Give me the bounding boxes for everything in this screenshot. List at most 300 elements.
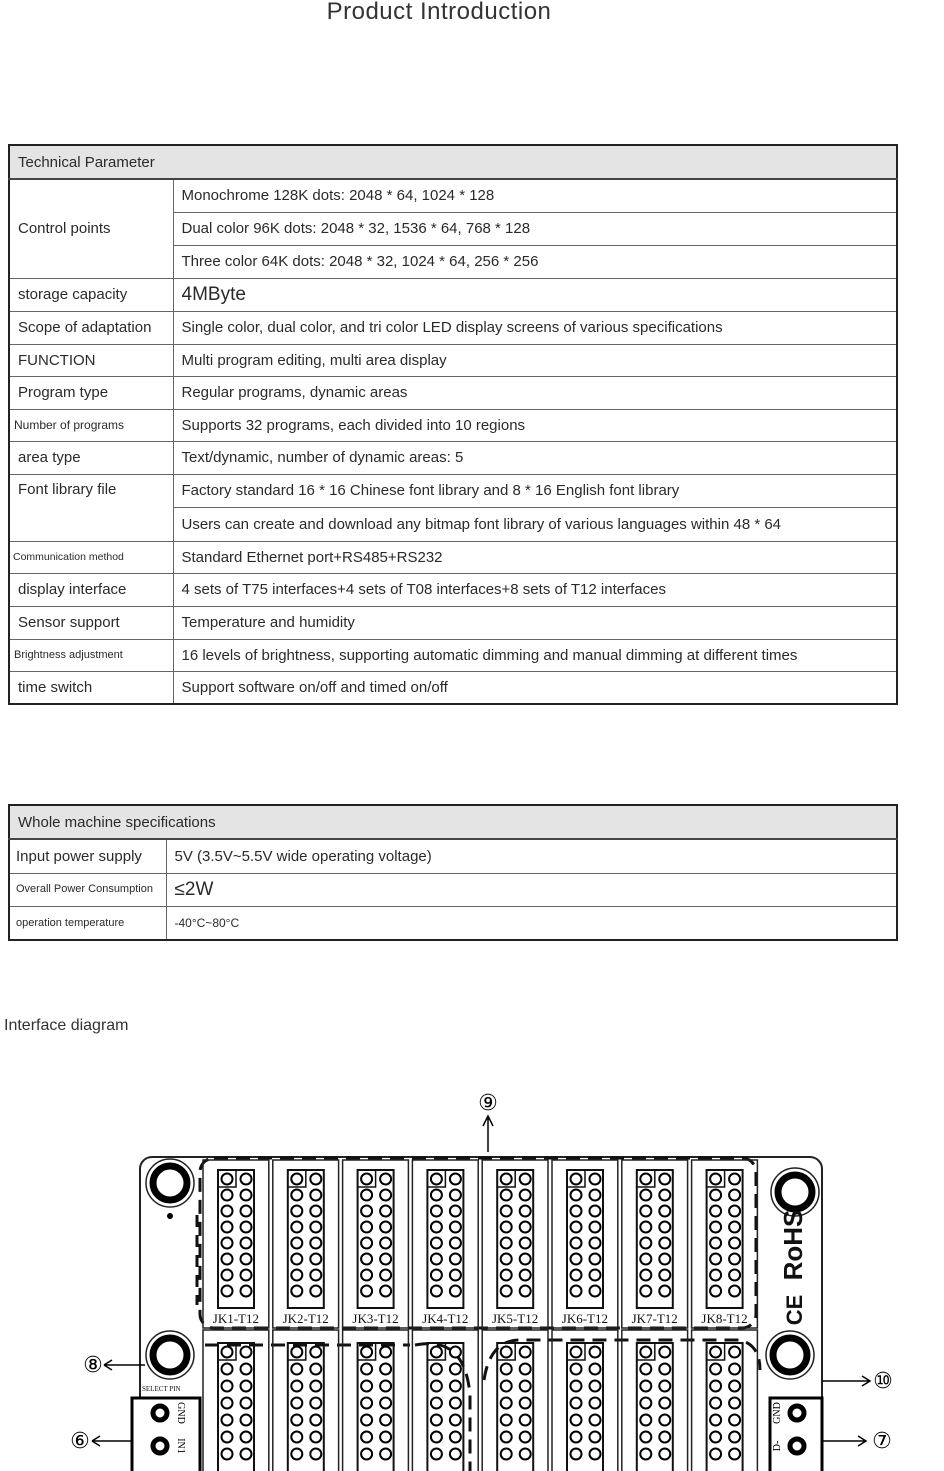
row-label: Program type (9, 376, 173, 409)
pin (431, 1206, 442, 1217)
pin (710, 1238, 721, 1249)
terminal-label: GND (175, 1402, 186, 1424)
pin (520, 1270, 531, 1281)
pin (501, 1222, 512, 1233)
pin (571, 1222, 582, 1233)
pin (291, 1222, 302, 1233)
pin (520, 1398, 531, 1409)
pin (659, 1381, 670, 1392)
pin (659, 1432, 670, 1443)
callout-number: ⑧ (83, 1353, 103, 1378)
terminal-label: GND (772, 1402, 783, 1424)
pin (710, 1381, 721, 1392)
pin (590, 1381, 601, 1392)
pin (659, 1270, 670, 1281)
pin (431, 1286, 442, 1297)
pin (571, 1254, 582, 1265)
pin (710, 1206, 721, 1217)
connector-label: JK4-T12 (422, 1311, 469, 1326)
pin (729, 1270, 740, 1281)
pin (520, 1206, 531, 1217)
pin (380, 1174, 391, 1185)
pin (241, 1432, 252, 1443)
pin (431, 1222, 442, 1233)
pin (291, 1206, 302, 1217)
pin (450, 1174, 461, 1185)
row-value: 4MByte (173, 278, 897, 311)
pin (241, 1206, 252, 1217)
pin (590, 1174, 601, 1185)
row-value: Three color 64K dots: 2048 * 32, 1024 * 64, 256 * 256 (173, 245, 897, 278)
row-value: Users can create and download any bitmap font library of various languages within 48 * 64 (173, 507, 897, 541)
row-value: ≤2W (166, 873, 897, 906)
connector-label: JK1-T12 (212, 1311, 260, 1326)
pin (291, 1381, 302, 1392)
pin (291, 1415, 302, 1426)
pin (640, 1398, 651, 1409)
pin (501, 1347, 512, 1358)
pin (520, 1432, 531, 1443)
pin (291, 1347, 302, 1358)
pin (361, 1449, 372, 1460)
pin (729, 1347, 740, 1358)
terminal-label: IN1 (175, 1438, 186, 1454)
pin (501, 1398, 512, 1409)
pin (571, 1238, 582, 1249)
pin (291, 1190, 302, 1201)
pin (501, 1381, 512, 1392)
pin (431, 1432, 442, 1443)
mounting-hole (773, 1338, 807, 1372)
pin (450, 1415, 461, 1426)
interface-diagram (0, 1085, 944, 1471)
row-label: Brightness adjustment (9, 639, 173, 671)
pin (520, 1381, 531, 1392)
pin (520, 1174, 531, 1185)
ce-mark: CE (782, 1294, 807, 1326)
pin (222, 1449, 233, 1460)
pin (659, 1174, 670, 1185)
pin (431, 1238, 442, 1249)
pin (520, 1347, 531, 1358)
pin (310, 1254, 321, 1265)
pin (659, 1206, 670, 1217)
row-label: area type (9, 441, 173, 474)
connector-label: JK7-T12 (631, 1311, 678, 1326)
pin (291, 1286, 302, 1297)
pin (241, 1286, 252, 1297)
pin (590, 1347, 601, 1358)
pin (361, 1174, 372, 1185)
pin (222, 1238, 233, 1249)
pin (640, 1381, 651, 1392)
pin (380, 1449, 391, 1460)
pin (361, 1432, 372, 1443)
pin (380, 1286, 391, 1297)
row-label: FUNCTION (9, 344, 173, 376)
pin (710, 1432, 721, 1443)
pin (241, 1222, 252, 1233)
pin (501, 1206, 512, 1217)
pin (380, 1270, 391, 1281)
pin (520, 1364, 531, 1375)
pin (222, 1190, 233, 1201)
pin (571, 1286, 582, 1297)
select-pin-label: SELECT PIN (142, 1385, 181, 1393)
pin (380, 1398, 391, 1409)
pin (450, 1398, 461, 1409)
pin (729, 1206, 740, 1217)
pin (380, 1190, 391, 1201)
pin (729, 1432, 740, 1443)
pin (729, 1381, 740, 1392)
pin (222, 1415, 233, 1426)
pin (222, 1364, 233, 1375)
pin (361, 1381, 372, 1392)
pin (640, 1286, 651, 1297)
row-value: Dual color 96K dots: 2048 * 32, 1536 * 64, 768 * 128 (173, 212, 897, 245)
pin (571, 1398, 582, 1409)
dot (167, 1213, 173, 1219)
pin (310, 1270, 321, 1281)
callout-line (822, 1436, 866, 1446)
pin (659, 1286, 670, 1297)
pin (241, 1415, 252, 1426)
pin (291, 1364, 302, 1375)
pin (501, 1286, 512, 1297)
page-title: Product Introduction (326, 0, 552, 25)
pin (640, 1238, 651, 1249)
pin (520, 1415, 531, 1426)
pin (640, 1270, 651, 1281)
connector-label: JK5-T12 (491, 1311, 539, 1326)
pin (640, 1222, 651, 1233)
pin (710, 1254, 721, 1265)
pin (710, 1415, 721, 1426)
pin (361, 1364, 372, 1375)
pin (590, 1190, 601, 1201)
pin (571, 1190, 582, 1201)
pin (571, 1347, 582, 1358)
pin (450, 1254, 461, 1265)
pin (450, 1270, 461, 1281)
pin (590, 1449, 601, 1460)
pin (640, 1432, 651, 1443)
callout-line (822, 1376, 870, 1386)
pin (590, 1432, 601, 1443)
pin (310, 1190, 321, 1201)
callout-line (92, 1430, 132, 1450)
pin (241, 1449, 252, 1460)
terminal-label: D- (772, 1440, 783, 1452)
row-value: Temperature and humidity (173, 606, 897, 639)
pin (310, 1381, 321, 1392)
section-title-interface-diagram: Interface diagram (4, 1017, 129, 1034)
pin (450, 1206, 461, 1217)
row-value: 16 levels of brightness, supporting automatic dimming and manual dimming at different times (173, 639, 897, 671)
pin (571, 1415, 582, 1426)
table-header: Technical Parameter (9, 145, 897, 179)
pin (590, 1398, 601, 1409)
row-value: Supports 32 programs, each divided into 10 regions (173, 409, 897, 441)
pin (431, 1270, 442, 1281)
pin (659, 1222, 670, 1233)
pin (310, 1238, 321, 1249)
pin (241, 1254, 252, 1265)
pin (710, 1222, 721, 1233)
pin (222, 1432, 233, 1443)
pin (380, 1381, 391, 1392)
pin (310, 1415, 321, 1426)
connector-label: JK6-T12 (561, 1311, 609, 1326)
pin (729, 1449, 740, 1460)
pin (450, 1347, 461, 1358)
pin (659, 1449, 670, 1460)
pin (431, 1449, 442, 1460)
row-label: Scope of adaptation (9, 311, 173, 344)
pin (501, 1415, 512, 1426)
pin (310, 1222, 321, 1233)
pin (222, 1222, 233, 1233)
pin (659, 1190, 670, 1201)
pin (310, 1432, 321, 1443)
pin (501, 1364, 512, 1375)
pin (380, 1432, 391, 1443)
pin (222, 1254, 233, 1265)
technical-parameter-table (8, 144, 898, 705)
pin (291, 1449, 302, 1460)
row-value: -40°C~80°C (166, 906, 897, 940)
pin (640, 1206, 651, 1217)
pin (590, 1222, 601, 1233)
pin (222, 1347, 233, 1358)
row-value: Factory standard 16 * 16 Chinese font library and 8 * 16 English font library (173, 474, 897, 507)
callout-number: ⑩ (873, 1369, 893, 1394)
mounting-hole (153, 1338, 187, 1372)
terminal-screw (153, 1439, 167, 1453)
pin (241, 1347, 252, 1358)
pin (520, 1238, 531, 1249)
row-value: Regular programs, dynamic areas (173, 376, 897, 409)
pin (590, 1270, 601, 1281)
pin (241, 1381, 252, 1392)
pin (450, 1364, 461, 1375)
pin (710, 1174, 721, 1185)
pin (431, 1364, 442, 1375)
pin (659, 1254, 670, 1265)
pin (729, 1364, 740, 1375)
pin (361, 1415, 372, 1426)
pin (380, 1415, 391, 1426)
pin (659, 1364, 670, 1375)
pin (571, 1449, 582, 1460)
pin (590, 1364, 601, 1375)
pin (431, 1381, 442, 1392)
pin (222, 1398, 233, 1409)
connector-label: JK2-T12 (282, 1311, 329, 1326)
row-label: Font library file (9, 474, 173, 541)
row-value: Support software on/off and timed on/off (173, 671, 897, 704)
pin (640, 1254, 651, 1265)
pin (729, 1398, 740, 1409)
row-label: storage capacity (9, 278, 173, 311)
pin (659, 1415, 670, 1426)
pin (501, 1270, 512, 1281)
pin (590, 1254, 601, 1265)
pin (501, 1254, 512, 1265)
pin (450, 1381, 461, 1392)
connector-label: JK3-T12 (352, 1311, 399, 1326)
pin (310, 1398, 321, 1409)
pin (659, 1238, 670, 1249)
pin (571, 1270, 582, 1281)
pin (361, 1398, 372, 1409)
pin (431, 1174, 442, 1185)
pin (729, 1222, 740, 1233)
pin (729, 1174, 740, 1185)
connector-label: JK8-T12 (701, 1311, 748, 1326)
pin (590, 1286, 601, 1297)
pin (361, 1206, 372, 1217)
row-label: Overall Power Consumption (9, 873, 166, 906)
pin (640, 1449, 651, 1460)
pin (501, 1174, 512, 1185)
rohs-mark: RoHS (778, 1209, 808, 1281)
pin (241, 1398, 252, 1409)
callout-line (104, 1360, 145, 1370)
pin (291, 1254, 302, 1265)
row-label: Communication method (9, 541, 173, 573)
pin (380, 1206, 391, 1217)
pin (710, 1347, 721, 1358)
pin (222, 1206, 233, 1217)
callout-number: ⑥ (70, 1429, 90, 1454)
pin (361, 1254, 372, 1265)
row-label: Number of programs (9, 409, 173, 441)
pin (361, 1190, 372, 1201)
pin (380, 1238, 391, 1249)
pin (310, 1347, 321, 1358)
pin (241, 1270, 252, 1281)
pin (640, 1364, 651, 1375)
pin (291, 1398, 302, 1409)
mounting-hole (153, 1166, 187, 1200)
pin (241, 1174, 252, 1185)
pin (431, 1398, 442, 1409)
pin (520, 1254, 531, 1265)
pin (640, 1415, 651, 1426)
pin (380, 1364, 391, 1375)
row-label: display interface (9, 573, 173, 606)
pin (710, 1398, 721, 1409)
pin (310, 1174, 321, 1185)
pin (571, 1174, 582, 1185)
row-value: Single color, dual color, and tri color LED display screens of various specifications (173, 311, 897, 344)
row-value: Multi program editing, multi area display (173, 344, 897, 376)
pin (710, 1364, 721, 1375)
terminal-screw (153, 1406, 167, 1420)
pin (380, 1347, 391, 1358)
pin (450, 1190, 461, 1201)
pin (241, 1364, 252, 1375)
pin (450, 1432, 461, 1443)
machine-spec-table (8, 804, 898, 941)
table-header: Whole machine specifications (9, 805, 897, 839)
pin (361, 1238, 372, 1249)
pin (659, 1347, 670, 1358)
pin (729, 1286, 740, 1297)
pin (291, 1432, 302, 1443)
row-label: Input power supply (9, 839, 166, 873)
pin (710, 1286, 721, 1297)
pin (640, 1347, 651, 1358)
pin (380, 1222, 391, 1233)
pin (710, 1270, 721, 1281)
pin (431, 1415, 442, 1426)
pin (310, 1449, 321, 1460)
row-label: time switch (9, 671, 173, 704)
pin (590, 1238, 601, 1249)
pin (241, 1190, 252, 1201)
pin (291, 1270, 302, 1281)
pin (501, 1238, 512, 1249)
pin (571, 1206, 582, 1217)
pin (729, 1190, 740, 1201)
pin (310, 1206, 321, 1217)
pin (361, 1347, 372, 1358)
pin (380, 1254, 391, 1265)
row-label: Sensor support (9, 606, 173, 639)
pin (520, 1190, 531, 1201)
pin (501, 1449, 512, 1460)
row-label-control-points: Control points (9, 179, 173, 278)
row-value: Monochrome 128K dots: 2048 * 64, 1024 * 128 (173, 179, 897, 212)
pin (571, 1364, 582, 1375)
pin (310, 1286, 321, 1297)
row-value: Text/dynamic, number of dynamic areas: 5 (173, 441, 897, 474)
pin (431, 1254, 442, 1265)
pin (222, 1381, 233, 1392)
callout-number: ⑨ (478, 1091, 498, 1116)
pin (640, 1190, 651, 1201)
row-value: 4 sets of T75 interfaces+4 sets of T08 interfaces+8 sets of T12 interfaces (173, 573, 897, 606)
pin (450, 1449, 461, 1460)
pin (501, 1190, 512, 1201)
pin (450, 1238, 461, 1249)
pin (640, 1174, 651, 1185)
pin (590, 1415, 601, 1426)
pin (729, 1415, 740, 1426)
pin (659, 1398, 670, 1409)
callout-line (483, 1116, 493, 1152)
pin (361, 1286, 372, 1297)
pin (241, 1238, 252, 1249)
pin (222, 1174, 233, 1185)
pin (222, 1286, 233, 1297)
pin (310, 1364, 321, 1375)
pin (571, 1432, 582, 1443)
pin (729, 1238, 740, 1249)
pin (361, 1270, 372, 1281)
terminal-screw (790, 1406, 804, 1420)
pin (710, 1190, 721, 1201)
pin (222, 1270, 233, 1281)
pin (431, 1347, 442, 1358)
callout-number: ⑦ (872, 1429, 892, 1454)
pin (729, 1254, 740, 1265)
pin (431, 1190, 442, 1201)
pin (291, 1238, 302, 1249)
